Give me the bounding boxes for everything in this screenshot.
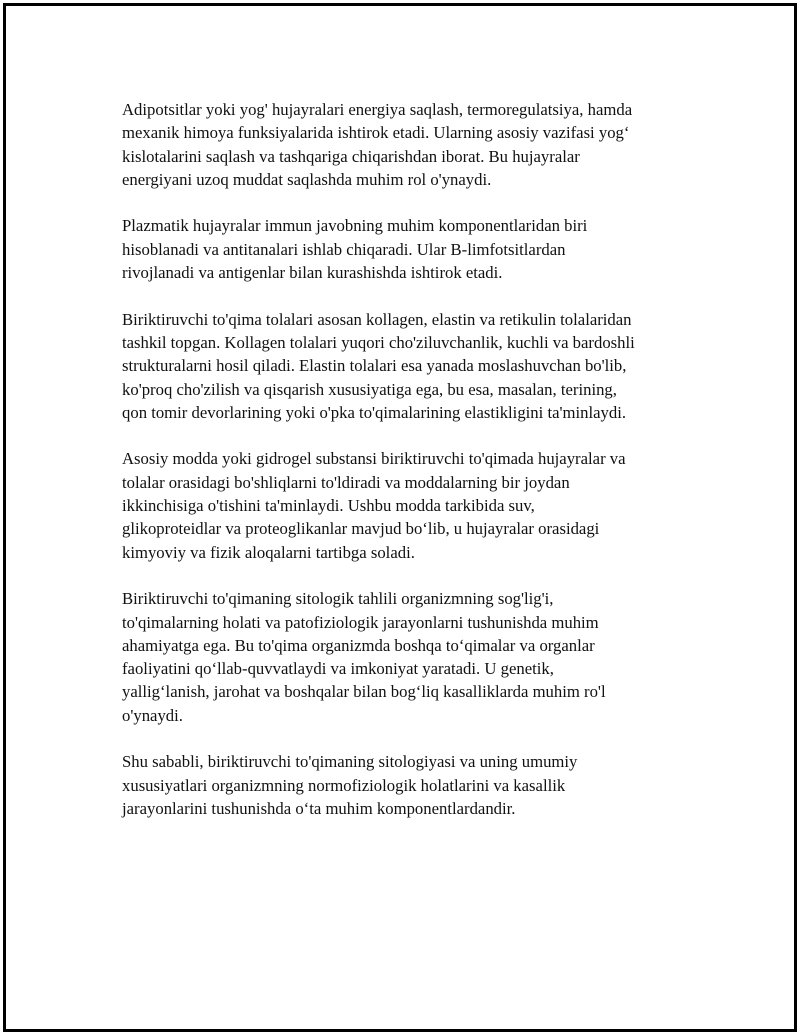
text-line: faoliyatini qo‘llab-quvvatlaydi va imkoniyat yaratadi. U genetik, <box>122 659 554 679</box>
text-line: xususiyatlari organizmning normofiziologik holatlarini va kasallik <box>122 775 566 795</box>
text-line: Plazmatik hujayralar immun javobning muhim komponentlaridan biri <box>122 216 588 236</box>
paragraph-fibers <box>122 308 702 424</box>
text-line: mexanik himoya funksiyalarida ishtirok etadi. Ularning asosiy vazifasi yog‘ <box>122 123 630 143</box>
text-line: kimyoviy va fizik aloqalarni tartibga soladi. <box>122 542 415 562</box>
page-frame <box>3 3 797 1032</box>
text-line: Biriktiruvchi to'qima tolalari asosan kollagen, elastin va retikulin tolalaridan <box>122 309 632 329</box>
paragraph-cytological-analysis <box>122 587 702 727</box>
text-line: o'ynaydi. <box>122 705 183 725</box>
text-line: tolalar orasidagi bo'shliqlarni to'ldiradi va moddalarning bir joydan <box>122 472 570 492</box>
text-line: glikoproteidlar va proteoglikanlar mavjud bo‘lib, u hujayralar orasidagi <box>122 519 600 539</box>
paragraph-ground-substance <box>122 447 702 563</box>
document-body <box>122 98 702 844</box>
text-line: Asosiy modda yoki gidrogel substansi biriktiruvchi to'qimada hujayralar va <box>122 449 626 469</box>
text-line: qon tomir devorlarining yoki o'pka to'qimalarining elastikligini ta'minlaydi. <box>122 402 626 422</box>
text-line: tashkil topgan. Kollagen tolalari yuqori cho'ziluvchanlik, kuchli va bardoshli <box>122 332 635 352</box>
paragraph-plasma-cells <box>122 214 702 284</box>
text-line: Biriktiruvchi to'qimaning sitologik tahlili organizmning sog'lig'i, <box>122 589 554 609</box>
text-line: rivojlanadi va antigenlar bilan kurashishda ishtirok etadi. <box>122 263 503 283</box>
text-line: yallig‘lanish, jarohat va boshqalar bilan bog‘liq kasalliklarda muhim ro'l <box>122 682 606 702</box>
text-line: ikkinchisiga o'tishini ta'minlaydi. Ushbu modda tarkibida suv, <box>122 496 535 516</box>
text-line: kislotalarini saqlash va tashqariga chiqarishdan iborat. Bu hujayralar <box>122 146 580 166</box>
text-line: ahamiyatga ega. Bu to'qima organizmda boshqa to‘qimalar va organlar <box>122 635 595 655</box>
text-line: ko'proq cho'zilish va qisqarish xususiyatiga ega, bu esa, masalan, terining, <box>122 379 617 399</box>
paragraph-adipocytes <box>122 98 702 191</box>
text-line: jarayonlarini tushunishda o‘ta muhim komponentlardandir. <box>122 798 516 818</box>
text-line: Adipotsitlar yoki yog' hujayralari energiya saqlash, termoregulatsiya, hamda <box>122 100 633 119</box>
text-line: hisoblanadi va antitanalari ishlab chiqaradi. Ular B-limfotsitlardan <box>122 239 566 259</box>
text-line: Shu sababli, biriktiruvchi to'qimaning sitologiyasi va uning umumiy <box>122 752 578 772</box>
paragraph-conclusion <box>122 750 702 820</box>
text-line: energiyani uzoq muddat saqlashda muhim rol o'ynaydi. <box>122 169 492 189</box>
text-line: strukturalarni hosil qiladi. Elastin tolalari esa yanada moslashuvchan bo'lib, <box>122 356 627 376</box>
text-line: to'qimalarning holati va patofiziologik jarayonlarni tushunishda muhim <box>122 612 599 632</box>
